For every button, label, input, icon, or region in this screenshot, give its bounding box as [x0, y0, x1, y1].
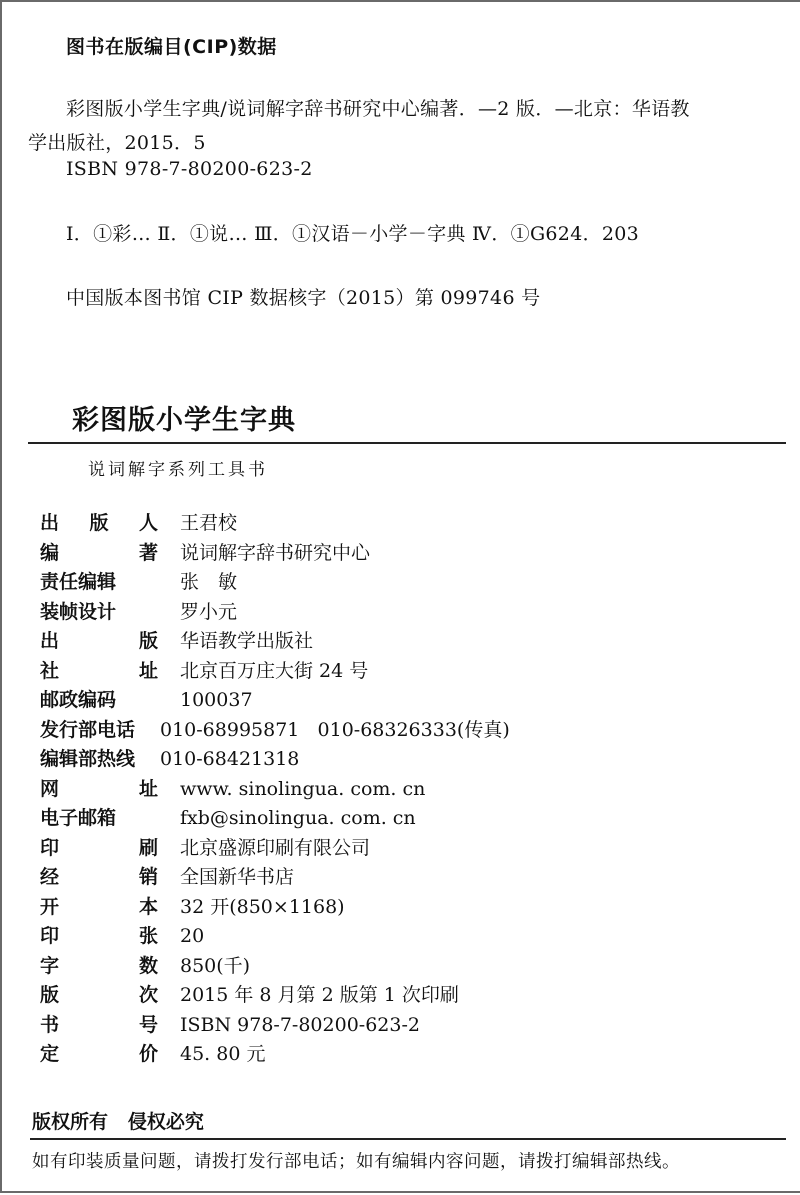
colophon-row	[40, 597, 510, 627]
colophon-label	[40, 685, 158, 712]
colophon-value: 华语教学出版社	[180, 630, 314, 652]
colophon-row	[40, 715, 510, 745]
colophon-value: 全国新华书店	[180, 866, 295, 888]
colophon-label	[40, 538, 158, 565]
colophon-label-part: 书	[40, 1013, 60, 1036]
colophon-label-part: 装帧设计	[40, 600, 117, 623]
colophon-row	[40, 803, 510, 833]
colophon-label-part: 编辑部热线	[40, 748, 136, 770]
quality-notice: 如有印装质量问题，请拨打发行部电话；如有编辑内容问题，请拨打编辑部热线。	[32, 1152, 680, 1172]
colophon-label-part: 号	[138, 1013, 158, 1036]
colophon-row	[40, 892, 510, 922]
colophon-value: 北京盛源印刷有限公司	[180, 836, 371, 859]
colophon-value: 王君校	[180, 512, 238, 534]
series-name: 说词解字系列工具书	[88, 460, 268, 480]
colophon-value: 20	[180, 925, 205, 947]
colophon-label	[40, 656, 158, 683]
colophon-label	[40, 833, 158, 860]
colophon-value: ISBN 978-7-80200-623-2	[180, 1013, 420, 1036]
colophon-value: www. sinolingua. com. cn	[180, 777, 426, 800]
colophon-label-part: 数	[138, 954, 158, 977]
colophon-label-part: 人	[138, 512, 158, 534]
colophon-row	[40, 980, 510, 1010]
colophon-label-part: 著	[138, 541, 158, 564]
footer-divider	[30, 1138, 786, 1140]
colophon-label-part: 版	[40, 984, 60, 1006]
cip-classification: Ⅰ．①彩… Ⅱ．①说… Ⅲ．①汉语－小学－字典 Ⅳ．①G624．203	[66, 223, 640, 245]
cip-description-line-2: 学出版社，2015．5	[28, 132, 206, 154]
colophon-row	[40, 1039, 510, 1069]
colophon-label	[40, 508, 158, 535]
colophon-value: 45. 80 元	[180, 1043, 266, 1065]
colophon-label	[40, 892, 158, 919]
colophon-label-part: 出	[40, 630, 60, 652]
colophon-row	[40, 774, 510, 804]
colophon-label	[40, 774, 158, 801]
colophon-label	[40, 862, 158, 889]
colophon-row	[40, 626, 510, 656]
colophon-label	[40, 715, 158, 742]
colophon-row	[40, 656, 510, 686]
colophon-label-part: 开	[40, 895, 60, 918]
colophon-label-part: 经	[40, 866, 60, 888]
colophon-label-part: 版	[89, 512, 109, 534]
colophon-label	[40, 1039, 158, 1066]
colophon-label	[40, 980, 158, 1007]
colophon-value: 2015 年 8 月第 2 版第 1 次印刷	[180, 984, 459, 1006]
colophon-value: 北京百万庄大街 24 号	[180, 659, 369, 682]
book-title: 彩图版小学生字典	[72, 405, 296, 436]
colophon-label	[40, 951, 158, 978]
colophon-table	[40, 508, 510, 1069]
colophon-value: 010-68995871 010-68326333(传真)	[160, 718, 510, 741]
colophon-label-part: 印	[40, 836, 60, 859]
colophon-value: 说词解字辞书研究中心	[180, 541, 371, 564]
colophon-label-part: 发行部电话	[40, 718, 136, 741]
copyright-notice: 版权所有 侵权必究	[32, 1111, 204, 1133]
colophon-label-part: 编	[40, 541, 60, 564]
colophon-row	[40, 833, 510, 863]
colophon-label	[40, 626, 158, 653]
cip-description-line-1: 彩图版小学生字典/说词解字辞书研究中心编著．—2 版．—北京：华语教	[66, 98, 690, 120]
colophon-label-part: 次	[138, 984, 158, 1006]
colophon-row	[40, 862, 510, 892]
colophon-label-part: 字	[40, 954, 60, 977]
colophon-label-part: 刷	[138, 836, 158, 859]
colophon-label-part: 址	[138, 659, 158, 682]
colophon-value: 张 敏	[180, 571, 238, 593]
colophon-label-part: 印	[40, 925, 60, 947]
cip-verification-number: 中国版本图书馆 CIP 数据核字（2015）第 099746 号	[66, 287, 541, 309]
colophon-label	[40, 803, 158, 830]
colophon-value: 罗小元	[180, 600, 238, 623]
colophon-value: fxb@sinolingua. com. cn	[180, 807, 416, 829]
colophon-value: 32 开(850×1168)	[180, 895, 345, 918]
colophon-label-part: 定	[40, 1043, 60, 1065]
colophon-row	[40, 685, 510, 715]
colophon-label	[40, 744, 158, 771]
colophon-row	[40, 508, 510, 538]
colophon-value: 850(千)	[180, 954, 251, 977]
colophon-label	[40, 567, 158, 594]
colophon-label-part: 网	[40, 777, 60, 800]
colophon-label-part: 出	[40, 512, 60, 534]
colophon-label-part: 电子邮箱	[40, 807, 117, 829]
colophon-label-part: 责任编辑	[40, 571, 117, 593]
colophon-label	[40, 597, 158, 624]
colophon-label	[40, 1010, 158, 1037]
colophon-row	[40, 1010, 510, 1040]
colophon-row	[40, 744, 510, 774]
colophon-row	[40, 538, 510, 568]
colophon-value: 010-68421318	[160, 748, 300, 770]
colophon-label-part: 本	[138, 895, 158, 918]
colophon-label-part: 社	[40, 659, 60, 682]
colophon-row	[40, 921, 510, 951]
colophon-label-part: 张	[138, 925, 158, 947]
colophon-row	[40, 567, 510, 597]
colophon-label-part: 价	[138, 1043, 158, 1065]
colophon-value: 100037	[180, 689, 253, 711]
colophon-label-part: 邮政编码	[40, 689, 117, 711]
cip-isbn: ISBN 978-7-80200-623-2	[66, 158, 313, 180]
colophon-label-part: 销	[138, 866, 158, 888]
title-divider	[28, 442, 786, 444]
colophon-label-part: 址	[138, 777, 158, 800]
colophon-label	[40, 921, 158, 948]
colophon-label-part: 版	[138, 630, 158, 652]
cip-heading: 图书在版编目(CIP)数据	[66, 36, 277, 58]
colophon-row	[40, 951, 510, 981]
